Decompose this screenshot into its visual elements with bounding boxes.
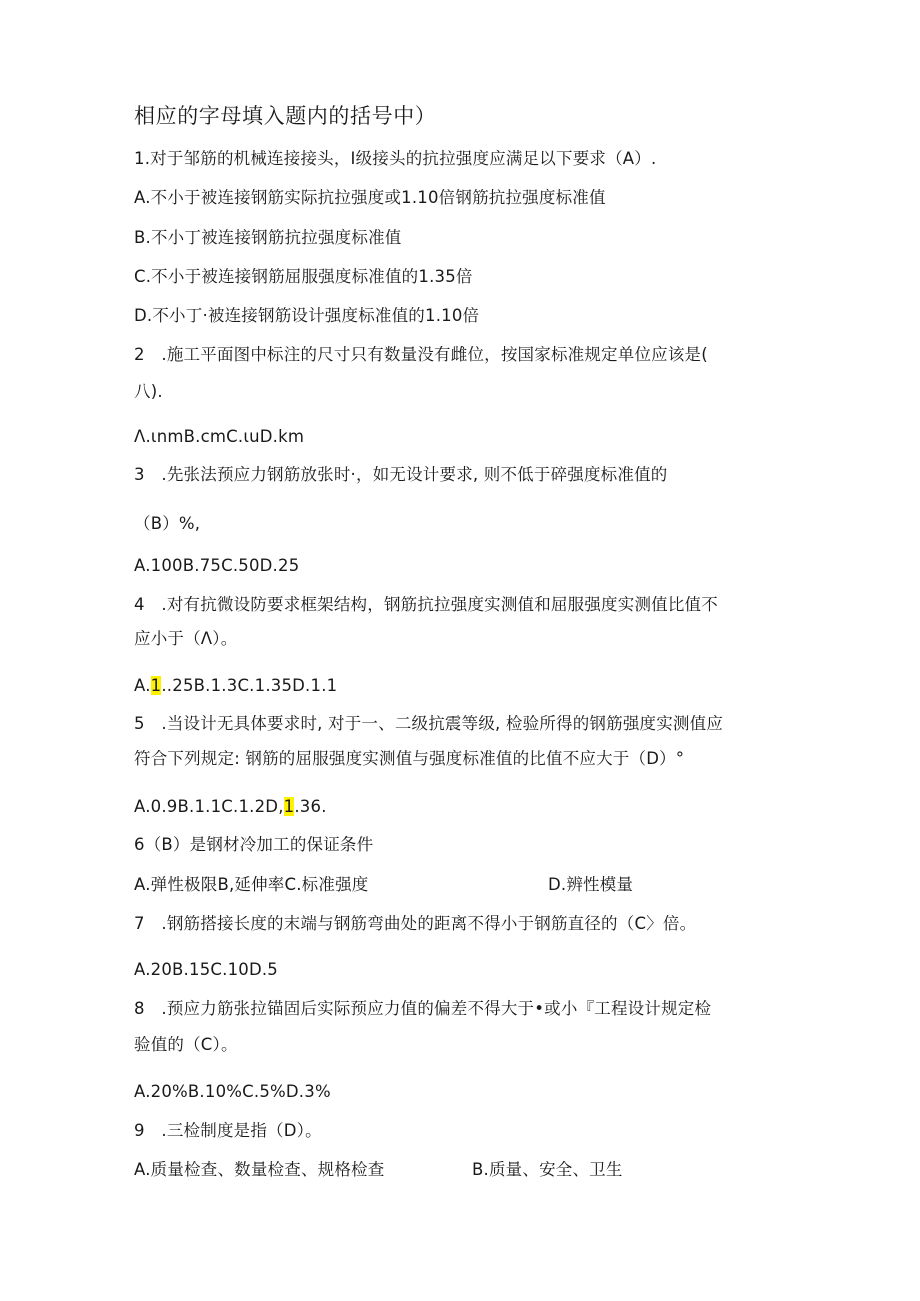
q8-stem-line2: 验值的（C）。 [134, 1035, 238, 1054]
q9-option-b: B.质量、安全、卫生 [472, 1160, 623, 1179]
q9-option-a: A.质量检查、数量检查、规格检查 [134, 1160, 385, 1179]
q9-stem: 9 .三检制度是指（D）。 [134, 1121, 322, 1140]
q6-stem: 6（B）是钢材冷加工的保证条件 [134, 835, 374, 854]
q1-stem: 1.对于邹筋的机械连接接头，I级接头的抗拉强度应满足以下要求（A）. [134, 149, 657, 168]
q4-stem-line2: 应小于（Λ）。 [134, 629, 238, 648]
q4-highlight-mark: 1 [150, 676, 162, 695]
q2-stem-line1: 2 .施工平面图中标注的尺寸只有数量没有雌位，按国家标准规定单位应该是( [134, 345, 708, 364]
q1-option-b: B.不小丁被连接钢筋抗拉强度标准值 [134, 228, 402, 247]
q8-options: A.20%B.10%C.5%D.3% [134, 1082, 331, 1101]
q7-stem: 7 .钢筋搭接长度的末端与钢筋弯曲处的距离不得小于钢筋直径的（C〉倍。 [134, 914, 697, 933]
q5-stem-line1: 5 .当设计无具体要求时, 对于一、二级抗震等级, 检验所得的钢筋强度实测值应 [134, 714, 724, 733]
q8-stem-line1: 8 .预应力筋张拉锚固后实际预应力值的偏差不得大于•或小『工程设计规定检 [134, 999, 712, 1018]
q6-options-abc: A.弹性极限B,延伸率C.标准强度 [134, 875, 369, 894]
q5-options-rest: .36. [294, 797, 327, 816]
q5-options [134, 796, 327, 818]
q4-options-prefix: A. [134, 676, 151, 695]
q5-options-prefix: A.0.9B.1.1C.1.2D, [134, 797, 284, 816]
q1-option-d: D.不小丁·被连接钢筋设计强度标准值的1.10倍 [134, 306, 480, 325]
q3-stem-line1: 3 .先张法预应力钢筋放张时·，如无设计要求, 则不低于碎强度标准值的 [134, 465, 668, 484]
q7-options: A.20B.15C.10D.5 [134, 960, 279, 979]
q3-stem-line2: （B）%, [134, 514, 201, 533]
q5-highlight-mark: 1 [283, 797, 295, 816]
q4-options-rest: ..25B.1.3C.1.35D.1.1 [161, 676, 338, 695]
q4-stem-line1: 4 .对有抗微设防要求框架结构，钢筋抗拉强度实测值和屈服强度实测值比值不 [134, 595, 718, 614]
q1-option-a: A.不小于被连接钢筋实际抗拉强度或1.10倍钢筋抗拉强度标准值 [134, 188, 606, 207]
q6-option-d: D.辨性模量 [548, 875, 634, 894]
q3-options: A.100B.75C.50D.25 [134, 556, 300, 575]
q2-options: Λ.ιnmB.cmC.ιuD.km [134, 427, 305, 446]
q4-options [134, 675, 337, 697]
q2-stem-line2: 八). [134, 382, 163, 401]
section-heading: 相应的字母填入题内的括号中） [134, 104, 437, 128]
q5-stem-line2: 符合下列规定: 钢筋的屈服强度实测值与强度标准值的比值不应大于（D）° [134, 749, 685, 768]
q1-option-c: C.不小于被连接钢筋屈服强度标准值的1.35倍 [134, 267, 473, 286]
